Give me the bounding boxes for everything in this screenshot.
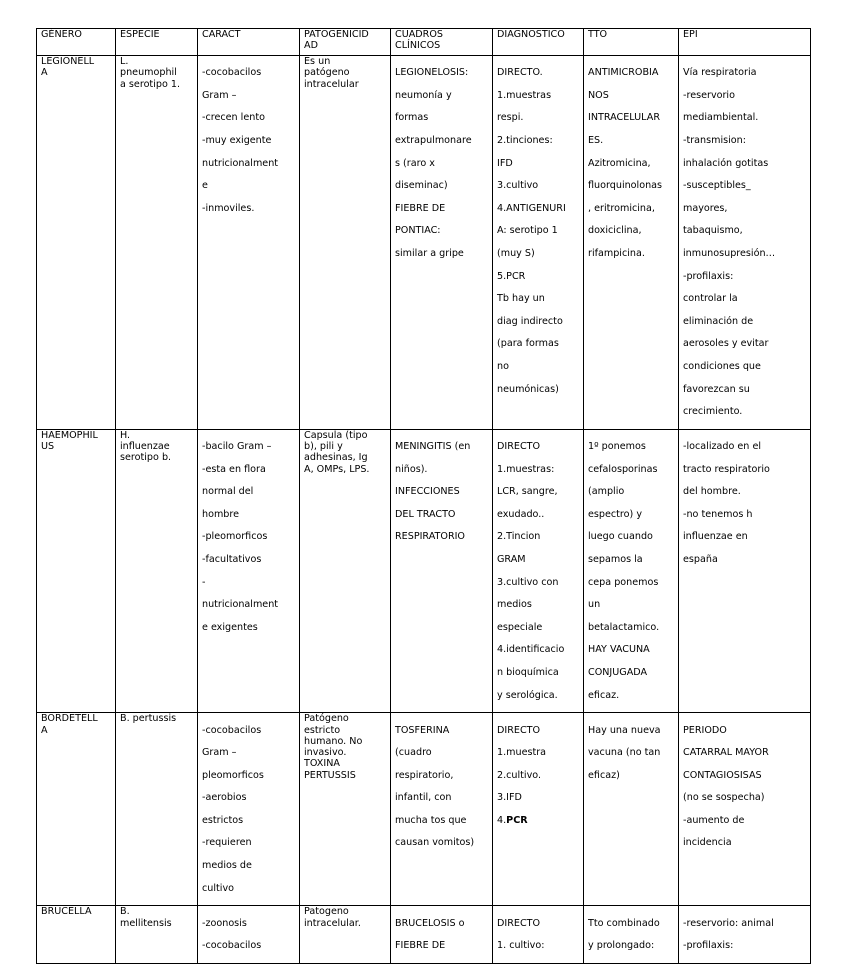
cell-line: -muy exigente bbox=[202, 135, 272, 147]
cell-line: crecimiento. bbox=[683, 406, 743, 418]
cell-line: 2.cultivo. bbox=[497, 769, 542, 781]
cell-line: INFECCIONES bbox=[395, 486, 460, 498]
cell-epi bbox=[679, 56, 811, 430]
cell-line: MENINGITIS (en bbox=[395, 441, 471, 453]
cell-line: mediambiental. bbox=[683, 112, 759, 124]
cell-line: LCR, sangre, bbox=[497, 486, 558, 498]
cell-line: -profilaxis: bbox=[683, 270, 734, 282]
cell-line: -facultativos bbox=[202, 554, 262, 566]
cell-line: tracto respiratorio bbox=[683, 463, 770, 475]
cell-line: DIRECTO bbox=[497, 917, 541, 929]
cell-line: pleomorficos bbox=[202, 769, 264, 781]
cell-line: PONTIAC: bbox=[395, 225, 441, 237]
cell-line: -no tenemos h bbox=[683, 508, 753, 520]
header-especie: ESPECIE bbox=[116, 29, 198, 56]
cell-line-prefix: 4. bbox=[497, 814, 507, 826]
cell-line: respi. bbox=[497, 112, 524, 124]
cell-line: cepa ponemos bbox=[588, 576, 659, 588]
header-tto: TTO bbox=[584, 29, 679, 56]
header-diagnostico: DIAGNOSTICO bbox=[493, 29, 584, 56]
microbiology-table bbox=[36, 28, 811, 964]
cell-line: -cocobacilos bbox=[202, 724, 262, 736]
cell-line: Gram – bbox=[202, 747, 237, 759]
cell-diagnostico bbox=[493, 906, 584, 963]
cell-line: A: serotipo 1 bbox=[497, 225, 558, 237]
cell-line: n bioquímica bbox=[497, 667, 559, 679]
cell-line: , eritromicina, bbox=[588, 202, 655, 214]
cell-line: diseminac) bbox=[395, 180, 448, 192]
cell-line: y serológica. bbox=[497, 689, 558, 701]
cell-line: 1.muestra bbox=[497, 747, 547, 759]
cell-line: cultivo bbox=[202, 882, 234, 894]
cell-line: españa bbox=[683, 554, 718, 566]
cell-line: rifampicina. bbox=[588, 248, 645, 260]
cell-line: -esta en flora bbox=[202, 463, 266, 475]
cell-cuadros-clinicos bbox=[391, 906, 493, 963]
cell-line: incidencia bbox=[683, 837, 732, 849]
cell-line: eliminación de bbox=[683, 315, 754, 327]
cell-cuadros-clinicos bbox=[391, 56, 493, 430]
cell-line: estrictos bbox=[202, 814, 244, 826]
cell-line: (no se sospecha) bbox=[683, 792, 765, 804]
cell-line: DEL TRACTO bbox=[395, 508, 456, 520]
cell-line: e exigentes bbox=[202, 621, 258, 633]
cell-line: inhalación gotitas bbox=[683, 157, 769, 169]
cell-line: GRAM bbox=[497, 554, 526, 566]
cell-line: similar a gripe bbox=[395, 248, 464, 260]
cell-line: -reservorio bbox=[683, 89, 735, 101]
cell-line: INTRACELULAR bbox=[588, 112, 660, 124]
cell-line: 1.muestras bbox=[497, 89, 552, 101]
cell-line: (cuadro bbox=[395, 747, 432, 759]
cell-line: DIRECTO. bbox=[497, 67, 543, 79]
cell-epi bbox=[679, 906, 811, 963]
cell-line: -requieren bbox=[202, 837, 252, 849]
document-page bbox=[36, 28, 810, 952]
cell-line: -reservorio: animal bbox=[683, 917, 774, 929]
cell-line: FIEBRE DE bbox=[395, 202, 446, 214]
cell-patogenicidad: Patógeno estricto humano. No invasivo. TOXINA PERTUSSIS bbox=[300, 713, 391, 906]
cell-line: Tto combinado bbox=[588, 917, 660, 929]
cell-line: sepamos la bbox=[588, 554, 643, 566]
table-row-bordetella bbox=[37, 713, 811, 906]
cell-especie: L. pneumophil a serotipo 1. bbox=[116, 56, 198, 430]
header-patogenicidad: PATOGENICID AD bbox=[300, 29, 391, 56]
cell-patogenicidad: Capsula (tipo b), pili y adhesinas, Ig A, OMPs, LPS. bbox=[300, 429, 391, 712]
cell-line: CONTAGIOSISAS bbox=[683, 769, 762, 781]
cell-line: 3.cultivo con bbox=[497, 576, 559, 588]
cell-line: 2.Tincion bbox=[497, 531, 541, 543]
cell-diagnostico bbox=[493, 56, 584, 430]
cell-line: -zoonosis bbox=[202, 917, 247, 929]
cell-line: betalactamico. bbox=[588, 621, 660, 633]
cell-line: mucha tos que bbox=[395, 814, 467, 826]
cell-line: fluorquinolonas bbox=[588, 180, 663, 192]
cell-caract bbox=[198, 906, 300, 963]
cell-line: -susceptibles_ bbox=[683, 180, 751, 192]
cell-genero: BRUCELLA bbox=[37, 906, 116, 963]
cell-line: -inmoviles. bbox=[202, 202, 255, 214]
cell-line: hombre bbox=[202, 508, 240, 520]
cell-line: 1º ponemos bbox=[588, 441, 646, 453]
cell-line: 4.identificacio bbox=[497, 644, 565, 656]
cell-line: diag indirecto bbox=[497, 315, 563, 327]
cell-cuadros-clinicos bbox=[391, 429, 493, 712]
cell-line: s (raro x bbox=[395, 157, 435, 169]
cell-line: respiratorio, bbox=[395, 769, 454, 781]
cell-line: TOSFERINA bbox=[395, 724, 450, 736]
cell-line: -cocobacilos bbox=[202, 940, 262, 952]
cell-diagnostico bbox=[493, 429, 584, 712]
cell-line: (muy S) bbox=[497, 248, 535, 260]
cell-line: tabaquismo, bbox=[683, 225, 743, 237]
cell-line: controlar la bbox=[683, 293, 738, 305]
cell-line: no bbox=[497, 361, 509, 373]
cell-line: 1.muestras: bbox=[497, 463, 555, 475]
cell-line: luego cuando bbox=[588, 531, 653, 543]
cell-line: inmunosupresión… bbox=[683, 248, 776, 260]
cell-line: cefalosporinas bbox=[588, 463, 658, 475]
cell-line: exudado.. bbox=[497, 508, 545, 520]
header-cuadros-clinicos: CUADROS CLÍNICOS bbox=[391, 29, 493, 56]
cell-caract bbox=[198, 713, 300, 906]
table-row-legionella bbox=[37, 56, 811, 430]
cell-especie: B. mellitensis bbox=[116, 906, 198, 963]
cell-line: (para formas bbox=[497, 338, 559, 350]
cell-line: influenzae en bbox=[683, 531, 748, 543]
cell-line: 1. cultivo: bbox=[497, 940, 545, 952]
cell-line: doxiciclina, bbox=[588, 225, 642, 237]
cell-line: y prolongado: bbox=[588, 940, 655, 952]
cell-line: eficaz) bbox=[588, 769, 620, 781]
cell-line: DIRECTO bbox=[497, 724, 541, 736]
cell-line: aerosoles y evitar bbox=[683, 338, 769, 350]
cell-line: 3.IFD bbox=[497, 792, 522, 804]
cell-caract bbox=[198, 429, 300, 712]
cell-genero: LEGIONELL A bbox=[37, 56, 116, 430]
cell-line: nutricionalment bbox=[202, 599, 279, 611]
cell-line: causan vomitos) bbox=[395, 837, 475, 849]
cell-line: Vía respiratoria bbox=[683, 67, 757, 79]
cell-line: condiciones que bbox=[683, 361, 761, 373]
cell-epi bbox=[679, 429, 811, 712]
cell-line: NOS bbox=[588, 89, 609, 101]
cell-line: un bbox=[588, 599, 601, 611]
cell-line: medios bbox=[497, 599, 532, 611]
cell-line: HAY VACUNA bbox=[588, 644, 650, 656]
cell-especie: H. influenzae serotipo b. bbox=[116, 429, 198, 712]
cell-line: medios de bbox=[202, 860, 252, 872]
cell-line: -pleomorficos bbox=[202, 531, 268, 543]
cell-line: (amplio bbox=[588, 486, 625, 498]
cell-patogenicidad: Patogeno intracelular. bbox=[300, 906, 391, 963]
cell-line: 2.tinciones: bbox=[497, 135, 553, 147]
cell-line: extrapulmonare bbox=[395, 135, 472, 147]
cell-line: FIEBRE DE bbox=[395, 940, 446, 952]
cell-line: nutricionalment bbox=[202, 157, 279, 169]
cell-line bbox=[497, 815, 580, 826]
cell-line: eficaz. bbox=[588, 689, 620, 701]
cell-line: DIRECTO bbox=[497, 441, 541, 453]
cell-line: infantil, con bbox=[395, 792, 452, 804]
cell-line: -crecen lento bbox=[202, 112, 265, 124]
table-row-brucella bbox=[37, 906, 811, 963]
cell-line: ANTIMICROBIA bbox=[588, 67, 659, 79]
cell-line: BRUCELOSIS o bbox=[395, 917, 465, 929]
header-caract: CARACT bbox=[198, 29, 300, 56]
cell-line: neumónicas) bbox=[497, 383, 559, 395]
cell-especie: B. pertussis bbox=[116, 713, 198, 906]
cell-line: 3.cultivo bbox=[497, 180, 539, 192]
cell-line: 4.ANTIGENURI bbox=[497, 202, 566, 214]
header-epi: EPI bbox=[679, 29, 811, 56]
cell-line: Azitromicina, bbox=[588, 157, 651, 169]
cell-line: -aumento de bbox=[683, 814, 745, 826]
cell-line: vacuna (no tan bbox=[588, 747, 661, 759]
cell-line: -bacilo Gram – bbox=[202, 441, 272, 453]
cell-tto bbox=[584, 429, 679, 712]
cell-tto bbox=[584, 906, 679, 963]
cell-line: 5.PCR bbox=[497, 270, 526, 282]
cell-line: -localizado en el bbox=[683, 441, 762, 453]
table-row-haemophilus bbox=[37, 429, 811, 712]
cell-line: especiale bbox=[497, 621, 543, 633]
cell-tto bbox=[584, 56, 679, 430]
cell-line: e bbox=[202, 180, 208, 192]
cell-line: -aerobios bbox=[202, 792, 247, 804]
cell-line: - bbox=[202, 576, 206, 588]
cell-line: -transmision: bbox=[683, 135, 746, 147]
cell-patogenicidad: Es un patógeno intracelular bbox=[300, 56, 391, 430]
cell-line: Hay una nueva bbox=[588, 724, 661, 736]
cell-line: neumonía y bbox=[395, 89, 452, 101]
cell-line: del hombre. bbox=[683, 486, 741, 498]
cell-genero: BORDETELL A bbox=[37, 713, 116, 906]
cell-line: CONJUGADA bbox=[588, 667, 648, 679]
cell-line: CATARRAL MAYOR bbox=[683, 747, 769, 759]
cell-line: PERIODO bbox=[683, 724, 727, 736]
cell-genero: HAEMOPHIL US bbox=[37, 429, 116, 712]
cell-line: espectro) y bbox=[588, 508, 643, 520]
cell-caract bbox=[198, 56, 300, 430]
cell-line: IFD bbox=[497, 157, 513, 169]
cell-line: Gram – bbox=[202, 89, 237, 101]
cell-tto bbox=[584, 713, 679, 906]
cell-line: mayores, bbox=[683, 202, 728, 214]
cell-line-bold: PCR bbox=[506, 814, 528, 826]
cell-line: LEGIONELOSIS: bbox=[395, 67, 469, 79]
cell-line: ES. bbox=[588, 135, 604, 147]
cell-cuadros-clinicos bbox=[391, 713, 493, 906]
cell-diagnostico bbox=[493, 713, 584, 906]
cell-epi bbox=[679, 713, 811, 906]
cell-line: -profilaxis: bbox=[683, 940, 734, 952]
cell-line: niños). bbox=[395, 463, 428, 475]
cell-line: RESPIRATORIO bbox=[395, 531, 465, 543]
cell-line: favorezcan su bbox=[683, 383, 750, 395]
cell-line: Tb hay un bbox=[497, 293, 545, 305]
header-genero: GÉNERO bbox=[37, 29, 116, 56]
cell-line: normal del bbox=[202, 486, 254, 498]
header-row bbox=[37, 29, 811, 56]
cell-line: -cocobacilos bbox=[202, 67, 262, 79]
cell-line: formas bbox=[395, 112, 429, 124]
